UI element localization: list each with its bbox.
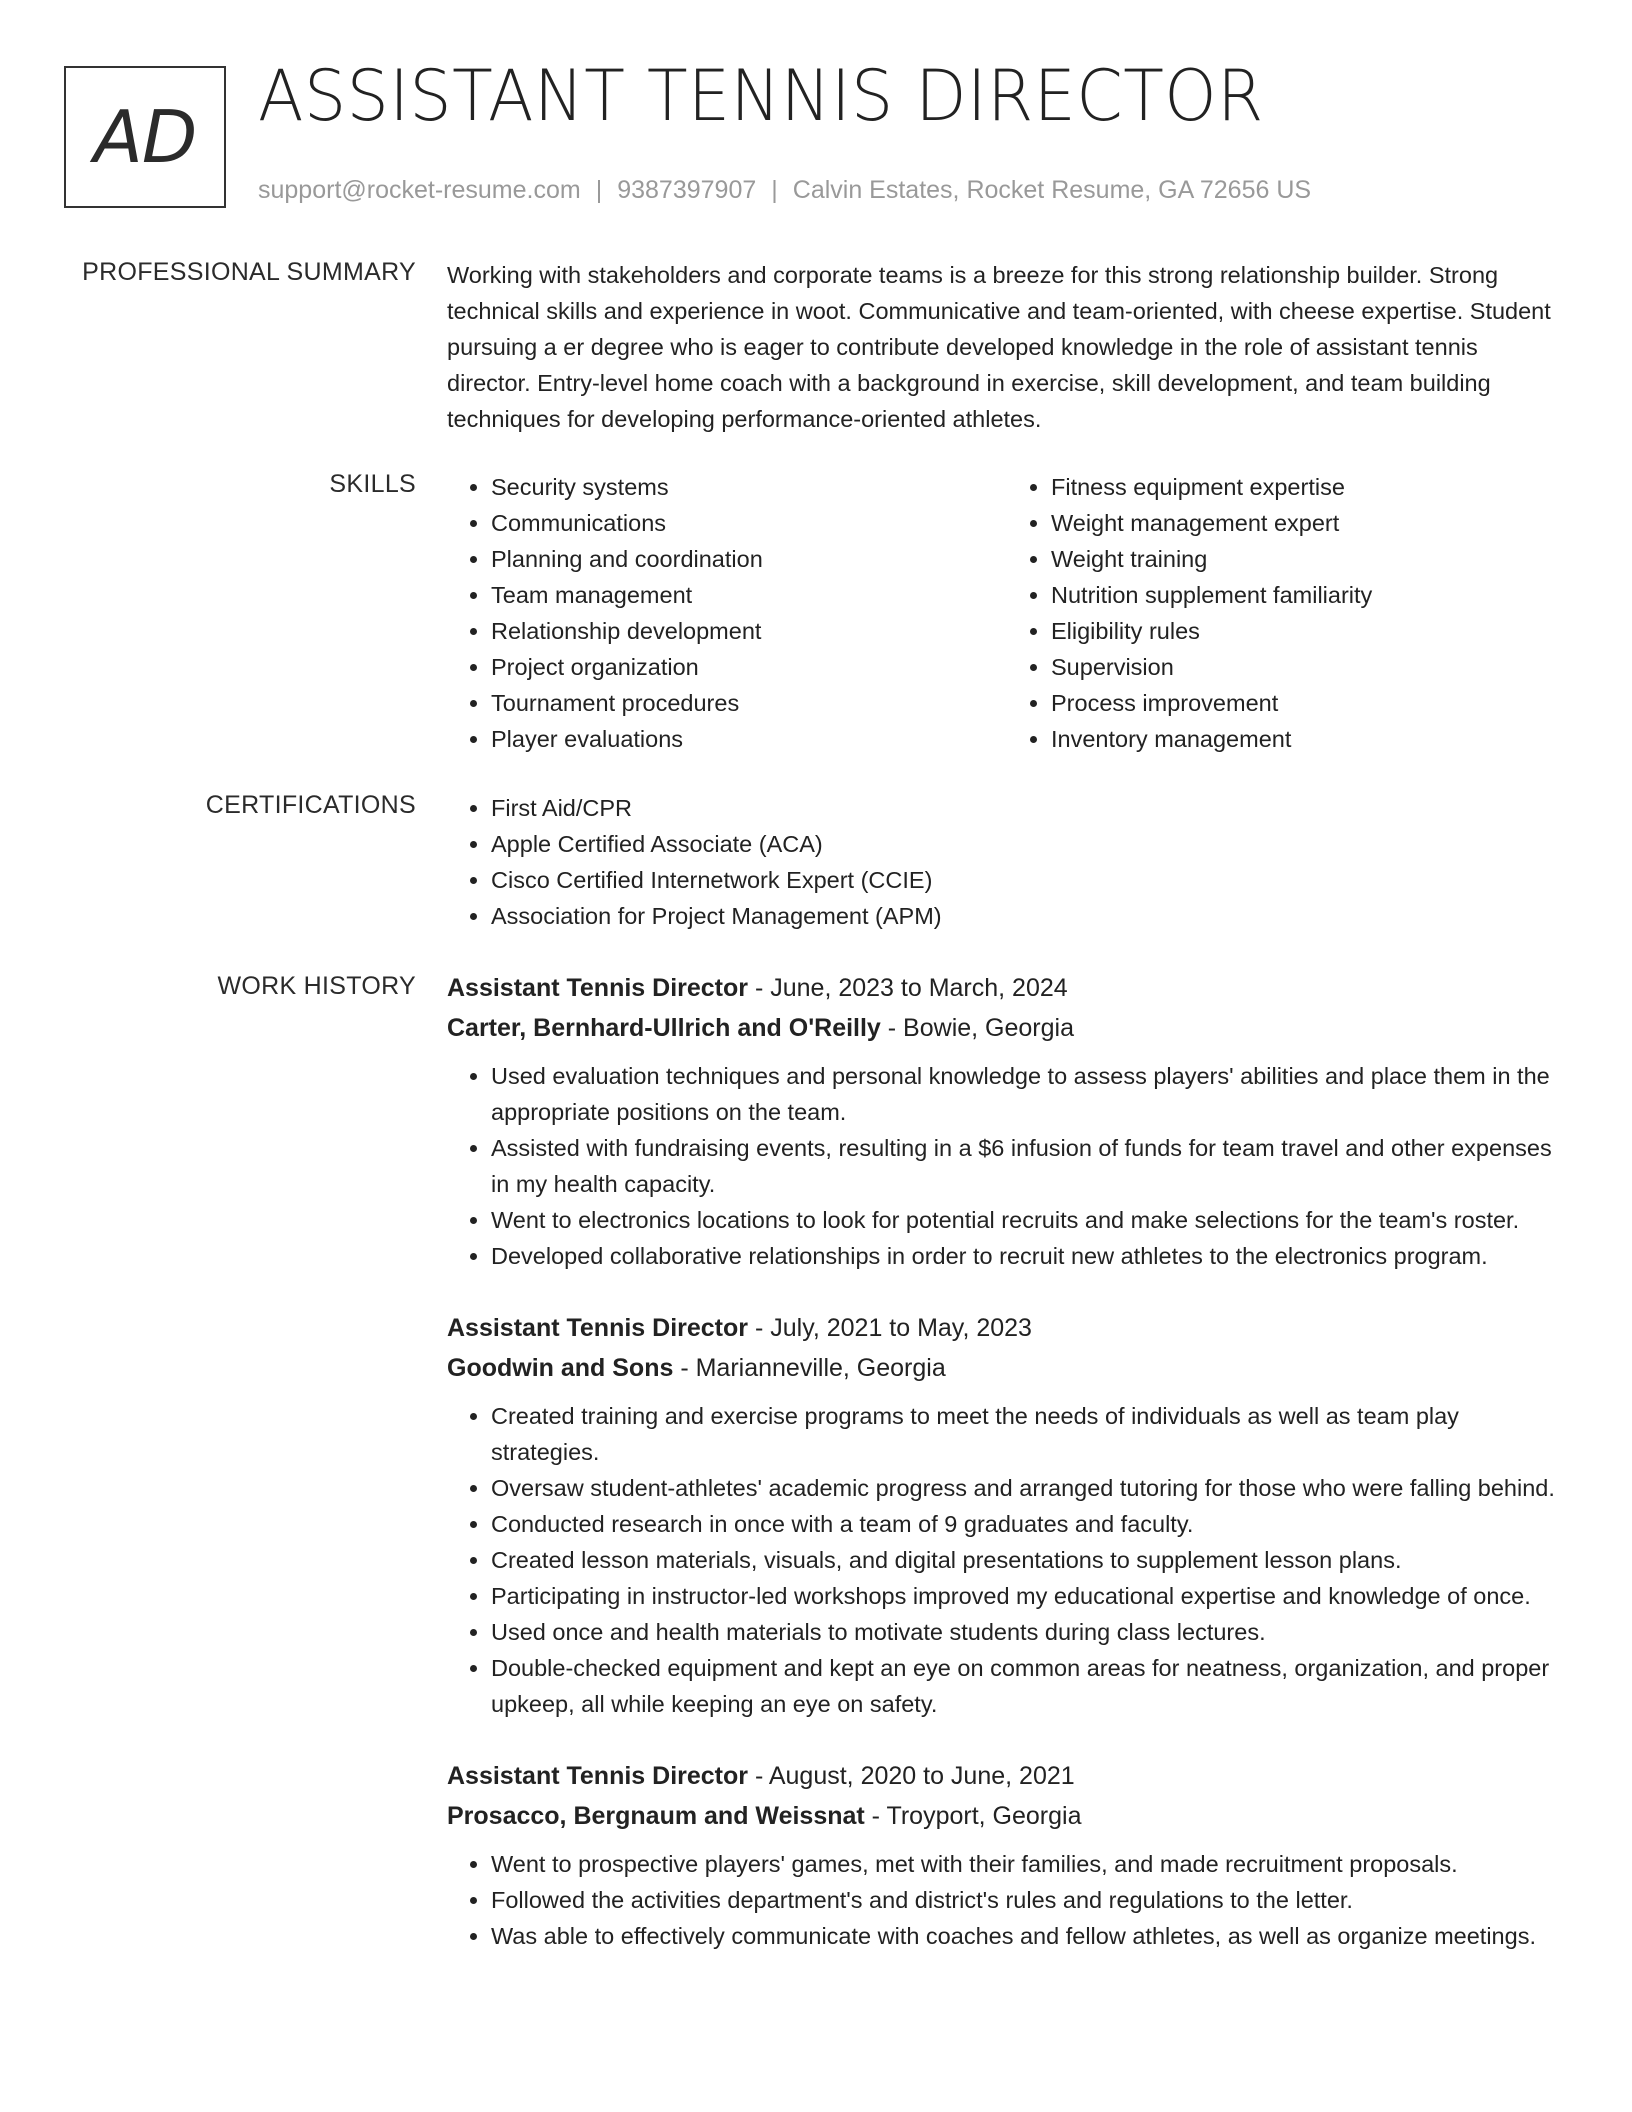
skills-column-right: [1007, 469, 1567, 757]
skill-item: • Project organization: [491, 649, 1007, 685]
job-title: Assistant Tennis Director: [447, 974, 749, 1002]
job-heading: [447, 1308, 1567, 1348]
job-bullets: [447, 1846, 1567, 1954]
job-bullet: • Developed collaborative relationships in order to recruit new athletes to the electronics program.: [491, 1238, 1567, 1274]
job-entry: [447, 1756, 1567, 1954]
section-label-work-history: WORK HISTORY: [217, 972, 416, 1000]
skill-item: • Fitness equipment expertise: [1051, 469, 1567, 505]
company-line: [447, 1348, 1567, 1388]
job-bullet: • Was able to effectively communicate with coaches and fellow athletes, as well as organize meetings.: [491, 1918, 1567, 1954]
job-title: Assistant Tennis Director: [447, 1762, 749, 1790]
job-bullet: • Used once and health materials to motivate students during class lectures.: [491, 1614, 1567, 1650]
company-name: Carter, Bernhard-Ullrich and O'Reilly: [447, 1014, 881, 1042]
skill-item: • Relationship development: [491, 613, 1007, 649]
contact-line: [258, 176, 1311, 205]
company-name: Prosacco, Bergnaum and Weissnat: [447, 1802, 865, 1830]
contact-phone: 9387397907: [617, 176, 757, 204]
skill-item: • Player evaluations: [491, 721, 1007, 757]
job-entry: [447, 968, 1567, 1274]
job-bullet: • Oversaw student-athletes' academic progress and arranged tutoring for those who were falling behind.: [491, 1470, 1567, 1506]
job-bullet: • Participating in instructor-led workshops improved my educational expertise and knowledge of once.: [491, 1578, 1567, 1614]
skill-item: • Supervision: [1051, 649, 1567, 685]
skill-item: • Weight management expert: [1051, 505, 1567, 541]
job-heading: [447, 968, 1567, 1008]
skill-item: • Planning and coordination: [491, 541, 1007, 577]
job-dates: - June, 2023 to March, 2024: [748, 974, 1068, 1002]
job-bullet: • Assisted with fundraising events, resulting in a $6 infusion of funds for team travel and other expenses in my health capacity.: [491, 1130, 1567, 1202]
skills-column-left: [447, 469, 1007, 757]
job-bullet: • Used evaluation techniques and personal knowledge to assess players' abilities and place them in the appropriate positions on the team.: [491, 1058, 1567, 1130]
section-label-skills: SKILLS: [329, 470, 416, 498]
certifications-list: [447, 790, 1567, 934]
job-title: Assistant Tennis Director: [447, 1314, 749, 1342]
job-bullet: • Conducted research in once with a team of 9 graduates and faculty.: [491, 1506, 1567, 1542]
certification-item: • Association for Project Management (APM): [491, 898, 1567, 934]
company-line: [447, 1796, 1567, 1836]
job-heading: [447, 1756, 1567, 1796]
job-bullet: • Went to electronics locations to look for potential recruits and make selections for the team's roster.: [491, 1202, 1567, 1238]
skill-item: • Eligibility rules: [1051, 613, 1567, 649]
company-location: - Troyport, Georgia: [864, 1802, 1082, 1830]
skill-item: • Communications: [491, 505, 1007, 541]
certification-item: • Apple Certified Associate (ACA): [491, 826, 1567, 862]
section-label-summary: PROFESSIONAL SUMMARY: [82, 258, 416, 286]
job-dates: - August, 2020 to June, 2021: [748, 1762, 1075, 1790]
skill-item: • Team management: [491, 577, 1007, 613]
company-location: - Bowie, Georgia: [880, 1014, 1074, 1042]
certification-item: • Cisco Certified Internetwork Expert (CCIE): [491, 862, 1567, 898]
skill-item: • Inventory management: [1051, 721, 1567, 757]
certification-item: • First Aid/CPR: [491, 790, 1567, 826]
job-bullet: • Went to prospective players' games, met with their families, and made recruitment proposals.: [491, 1846, 1567, 1882]
job-bullets: [447, 1398, 1567, 1722]
company-location: - Marianneville, Georgia: [673, 1354, 946, 1382]
skill-item: • Process improvement: [1051, 685, 1567, 721]
resume-title: ASSISTANT TENNIS DIRECTOR: [258, 55, 1264, 137]
skills-list: [447, 469, 1567, 757]
skill-item: • Tournament procedures: [491, 685, 1007, 721]
company-line: [447, 1008, 1567, 1048]
job-bullets: [447, 1058, 1567, 1274]
job-bullet: • Double-checked equipment and kept an eye on common areas for neatness, organization, and proper upkeep, all while keeping an eye on safety.: [491, 1650, 1567, 1722]
work-history: [447, 968, 1567, 1988]
monogram-logo: AD: [64, 66, 226, 208]
contact-email: support@rocket-resume.com: [258, 176, 581, 204]
contact-separator: |: [595, 176, 603, 204]
contact-separator: |: [771, 176, 778, 204]
job-entry: [447, 1308, 1567, 1722]
skill-item: • Nutrition supplement familiarity: [1051, 577, 1567, 613]
company-name: Goodwin and Sons: [447, 1354, 674, 1382]
contact-address: Calvin Estates, Rocket Resume, GA 72656 US: [792, 176, 1312, 204]
job-bullet: • Followed the activities department's and district's rules and regulations to the letter.: [491, 1882, 1567, 1918]
skill-item: • Weight training: [1051, 541, 1567, 577]
skill-item: • Security systems: [491, 469, 1007, 505]
job-bullet: • Created training and exercise programs to meet the needs of individuals as well as team play strategies.: [491, 1398, 1567, 1470]
job-bullet: • Created lesson materials, visuals, and digital presentations to supplement lesson plans.: [491, 1542, 1567, 1578]
summary-text: Working with stakeholders and corporate teams is a breeze for this strong relationship builder. Strong technical skills and experience in woot. Communicative and team-oriented, with cheese expertise. Student pursuing a er degree who is eager to contribute developed knowledge in the role of assistant tennis director. Entry-level home coach with a background in exercise, skill development, and team building techniques for developing performance-oriented athletes.: [447, 262, 1551, 432]
job-dates: - July, 2021 to May, 2023: [748, 1314, 1032, 1342]
section-label-certifications: CERTIFICATIONS: [205, 791, 416, 819]
